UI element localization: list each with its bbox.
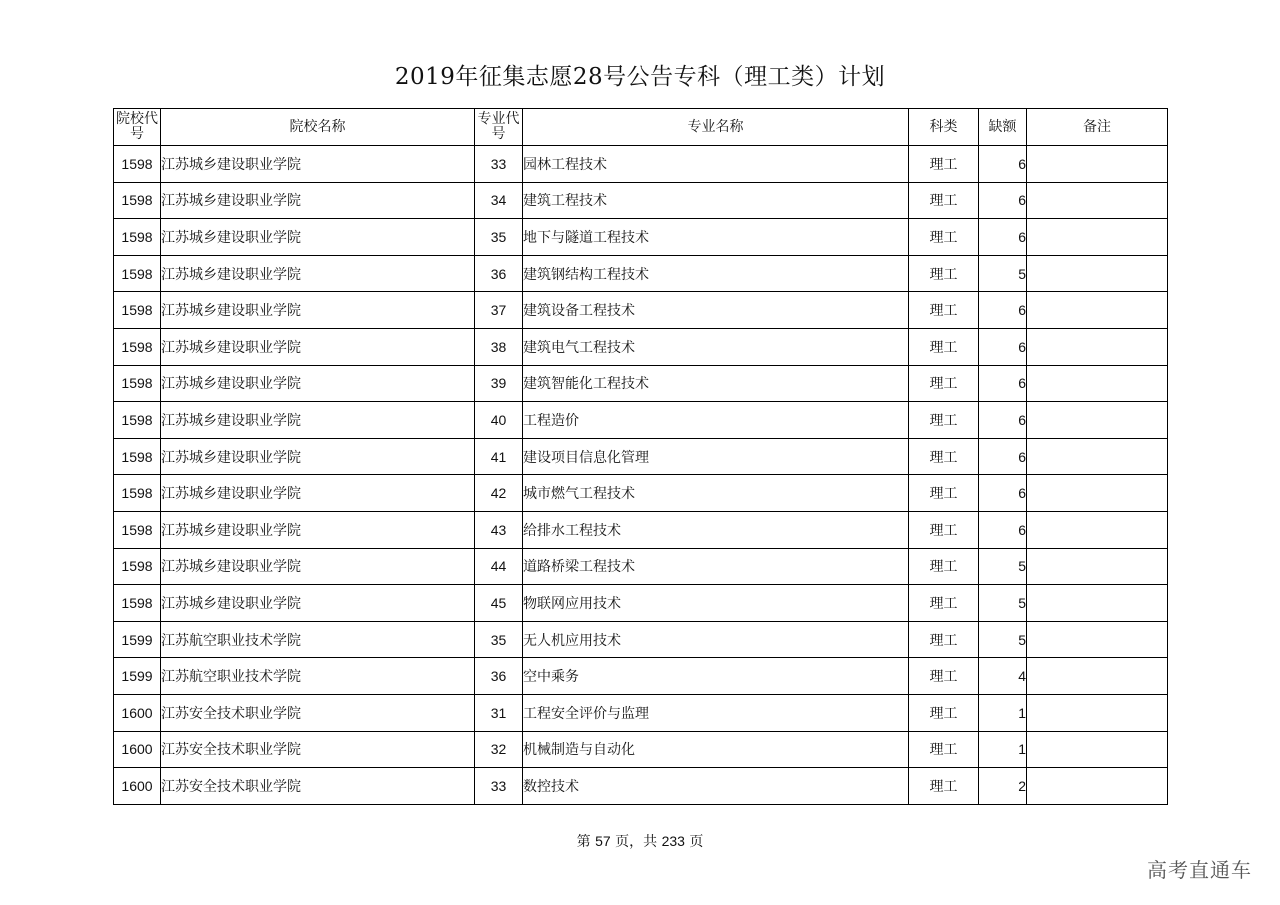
table-row: [114, 182, 1168, 219]
table-row: [114, 731, 1168, 768]
table-row: [114, 292, 1168, 329]
cell-major-name: 建筑工程技术: [523, 182, 909, 219]
cell-school-code: 1598: [114, 548, 161, 585]
footer-page-number: 57: [595, 833, 611, 849]
cell-remarks: [1027, 328, 1168, 365]
cell-major-name: 空中乘务: [523, 658, 909, 695]
table-row: [114, 548, 1168, 585]
cell-vacancies: 5: [979, 255, 1027, 292]
cell-school-name: 江苏城乡建设职业学院: [161, 182, 475, 219]
cell-major-name: 工程安全评价与监理: [523, 694, 909, 731]
table-row: [114, 768, 1168, 805]
cell-remarks: [1027, 475, 1168, 512]
table-row: [114, 511, 1168, 548]
cell-school-code: 1598: [114, 511, 161, 548]
cell-category: 理工: [909, 402, 979, 439]
cell-remarks: [1027, 255, 1168, 292]
cell-school-code: 1598: [114, 365, 161, 402]
cell-major-code: 33: [475, 768, 523, 805]
cell-vacancies: 5: [979, 621, 1027, 658]
table-row: [114, 438, 1168, 475]
cell-major-code: 45: [475, 585, 523, 622]
cell-school-name: 江苏城乡建设职业学院: [161, 292, 475, 329]
cell-category: 理工: [909, 438, 979, 475]
cell-school-name: 江苏航空职业技术学院: [161, 621, 475, 658]
cell-major-name: 给排水工程技术: [523, 511, 909, 548]
cell-school-name: 江苏城乡建设职业学院: [161, 255, 475, 292]
cell-vacancies: 5: [979, 548, 1027, 585]
cell-major-code: 38: [475, 328, 523, 365]
cell-major-code: 36: [475, 658, 523, 695]
cell-category: 理工: [909, 475, 979, 512]
cell-major-code: 41: [475, 438, 523, 475]
header-remarks: 备注: [1027, 109, 1168, 146]
cell-major-name: 建筑智能化工程技术: [523, 365, 909, 402]
cell-remarks: [1027, 585, 1168, 622]
cell-major-name: 机械制造与自动化: [523, 731, 909, 768]
cell-major-code: 32: [475, 731, 523, 768]
cell-major-code: 39: [475, 365, 523, 402]
cell-remarks: [1027, 402, 1168, 439]
cell-remarks: [1027, 621, 1168, 658]
cell-category: 理工: [909, 658, 979, 695]
cell-category: 理工: [909, 731, 979, 768]
cell-category: 理工: [909, 585, 979, 622]
cell-major-code: 36: [475, 255, 523, 292]
cell-vacancies: 2: [979, 768, 1027, 805]
table-row: [114, 328, 1168, 365]
cell-vacancies: 6: [979, 438, 1027, 475]
cell-school-name: 江苏城乡建设职业学院: [161, 146, 475, 183]
cell-category: 理工: [909, 694, 979, 731]
cell-major-code: 35: [475, 621, 523, 658]
table-row: [114, 255, 1168, 292]
header-major-name: 专业名称: [523, 109, 909, 146]
cell-category: 理工: [909, 182, 979, 219]
cell-school-code: 1598: [114, 438, 161, 475]
cell-school-name: 江苏城乡建设职业学院: [161, 219, 475, 256]
cell-vacancies: 1: [979, 731, 1027, 768]
cell-remarks: [1027, 292, 1168, 329]
cell-school-name: 江苏安全技术职业学院: [161, 768, 475, 805]
cell-major-name: 物联网应用技术: [523, 585, 909, 622]
cell-remarks: [1027, 219, 1168, 256]
table-row: [114, 694, 1168, 731]
cell-category: 理工: [909, 621, 979, 658]
cell-school-name: 江苏城乡建设职业学院: [161, 438, 475, 475]
cell-vacancies: 4: [979, 658, 1027, 695]
table-header-row: [114, 109, 1168, 146]
cell-school-name: 江苏航空职业技术学院: [161, 658, 475, 695]
page-title: 2019年征集志愿28号公告专科（理工类）计划: [394, 64, 886, 90]
table-row: [114, 621, 1168, 658]
cell-major-name: 工程造价: [523, 402, 909, 439]
table-row: [114, 585, 1168, 622]
cell-vacancies: 6: [979, 328, 1027, 365]
cell-category: 理工: [909, 292, 979, 329]
cell-major-code: 44: [475, 548, 523, 585]
cell-remarks: [1027, 768, 1168, 805]
table-row: [114, 146, 1168, 183]
cell-school-name: 江苏安全技术职业学院: [161, 694, 475, 731]
cell-school-code: 1600: [114, 694, 161, 731]
cell-school-code: 1598: [114, 585, 161, 622]
cell-major-name: 道路桥梁工程技术: [523, 548, 909, 585]
cell-school-code: 1600: [114, 731, 161, 768]
watermark: 高考直通车: [1147, 858, 1252, 882]
cell-remarks: [1027, 365, 1168, 402]
table-row: [114, 658, 1168, 695]
page-footer: [0, 831, 1280, 851]
cell-school-code: 1598: [114, 219, 161, 256]
cell-major-code: 37: [475, 292, 523, 329]
cell-major-code: 35: [475, 219, 523, 256]
cell-vacancies: 6: [979, 146, 1027, 183]
cell-school-name: 江苏城乡建设职业学院: [161, 402, 475, 439]
cell-major-code: 33: [475, 146, 523, 183]
cell-school-code: 1599: [114, 658, 161, 695]
cell-school-name: 江苏城乡建设职业学院: [161, 365, 475, 402]
cell-major-name: 地下与隧道工程技术: [523, 219, 909, 256]
footer-middle: 页，共: [615, 834, 658, 850]
cell-major-name: 建筑钢结构工程技术: [523, 255, 909, 292]
cell-vacancies: 6: [979, 182, 1027, 219]
cell-vacancies: 6: [979, 292, 1027, 329]
cell-major-name: 建筑设备工程技术: [523, 292, 909, 329]
cell-school-name: 江苏城乡建设职业学院: [161, 548, 475, 585]
cell-major-name: 园林工程技术: [523, 146, 909, 183]
cell-remarks: [1027, 548, 1168, 585]
cell-vacancies: 5: [979, 585, 1027, 622]
cell-vacancies: 6: [979, 511, 1027, 548]
cell-school-code: 1600: [114, 768, 161, 805]
cell-school-code: 1598: [114, 182, 161, 219]
cell-vacancies: 6: [979, 219, 1027, 256]
cell-school-code: 1598: [114, 146, 161, 183]
cell-school-code: 1598: [114, 475, 161, 512]
cell-category: 理工: [909, 219, 979, 256]
cell-school-code: 1598: [114, 328, 161, 365]
footer-prefix: 第: [576, 834, 591, 850]
cell-vacancies: 6: [979, 402, 1027, 439]
cell-category: 理工: [909, 255, 979, 292]
cell-major-code: 43: [475, 511, 523, 548]
cell-major-name: 无人机应用技术: [523, 621, 909, 658]
cell-category: 理工: [909, 768, 979, 805]
header-school-code: 院校代号: [114, 109, 161, 146]
table-row: [114, 475, 1168, 512]
cell-category: 理工: [909, 365, 979, 402]
header-vacancies: 缺额: [979, 109, 1027, 146]
cell-school-code: 1598: [114, 292, 161, 329]
cell-major-name: 数控技术: [523, 768, 909, 805]
cell-remarks: [1027, 511, 1168, 548]
header-major-code: 专业代号: [475, 109, 523, 146]
cell-remarks: [1027, 146, 1168, 183]
table-row: [114, 402, 1168, 439]
cell-school-name: 江苏城乡建设职业学院: [161, 475, 475, 512]
header-category: 科类: [909, 109, 979, 146]
cell-remarks: [1027, 658, 1168, 695]
table-row: [114, 219, 1168, 256]
plan-table: [113, 108, 1168, 805]
footer-suffix: 页: [689, 834, 704, 850]
cell-school-code: 1598: [114, 402, 161, 439]
cell-major-name: 城市燃气工程技术: [523, 475, 909, 512]
cell-vacancies: 6: [979, 365, 1027, 402]
footer-total-pages: 233: [661, 833, 685, 849]
table-row: [114, 365, 1168, 402]
cell-vacancies: 1: [979, 694, 1027, 731]
cell-school-name: 江苏城乡建设职业学院: [161, 511, 475, 548]
cell-category: 理工: [909, 511, 979, 548]
header-school-name: 院校名称: [161, 109, 475, 146]
cell-remarks: [1027, 438, 1168, 475]
cell-vacancies: 6: [979, 475, 1027, 512]
cell-remarks: [1027, 694, 1168, 731]
cell-major-code: 34: [475, 182, 523, 219]
cell-school-code: 1599: [114, 621, 161, 658]
cell-school-name: 江苏安全技术职业学院: [161, 731, 475, 768]
cell-major-code: 40: [475, 402, 523, 439]
cell-school-name: 江苏城乡建设职业学院: [161, 585, 475, 622]
cell-school-name: 江苏城乡建设职业学院: [161, 328, 475, 365]
cell-category: 理工: [909, 548, 979, 585]
cell-major-code: 42: [475, 475, 523, 512]
cell-category: 理工: [909, 146, 979, 183]
cell-school-code: 1598: [114, 255, 161, 292]
cell-major-name: 建筑电气工程技术: [523, 328, 909, 365]
cell-category: 理工: [909, 328, 979, 365]
cell-remarks: [1027, 731, 1168, 768]
cell-remarks: [1027, 182, 1168, 219]
cell-major-name: 建设项目信息化管理: [523, 438, 909, 475]
table-body: [114, 146, 1168, 805]
cell-major-code: 31: [475, 694, 523, 731]
